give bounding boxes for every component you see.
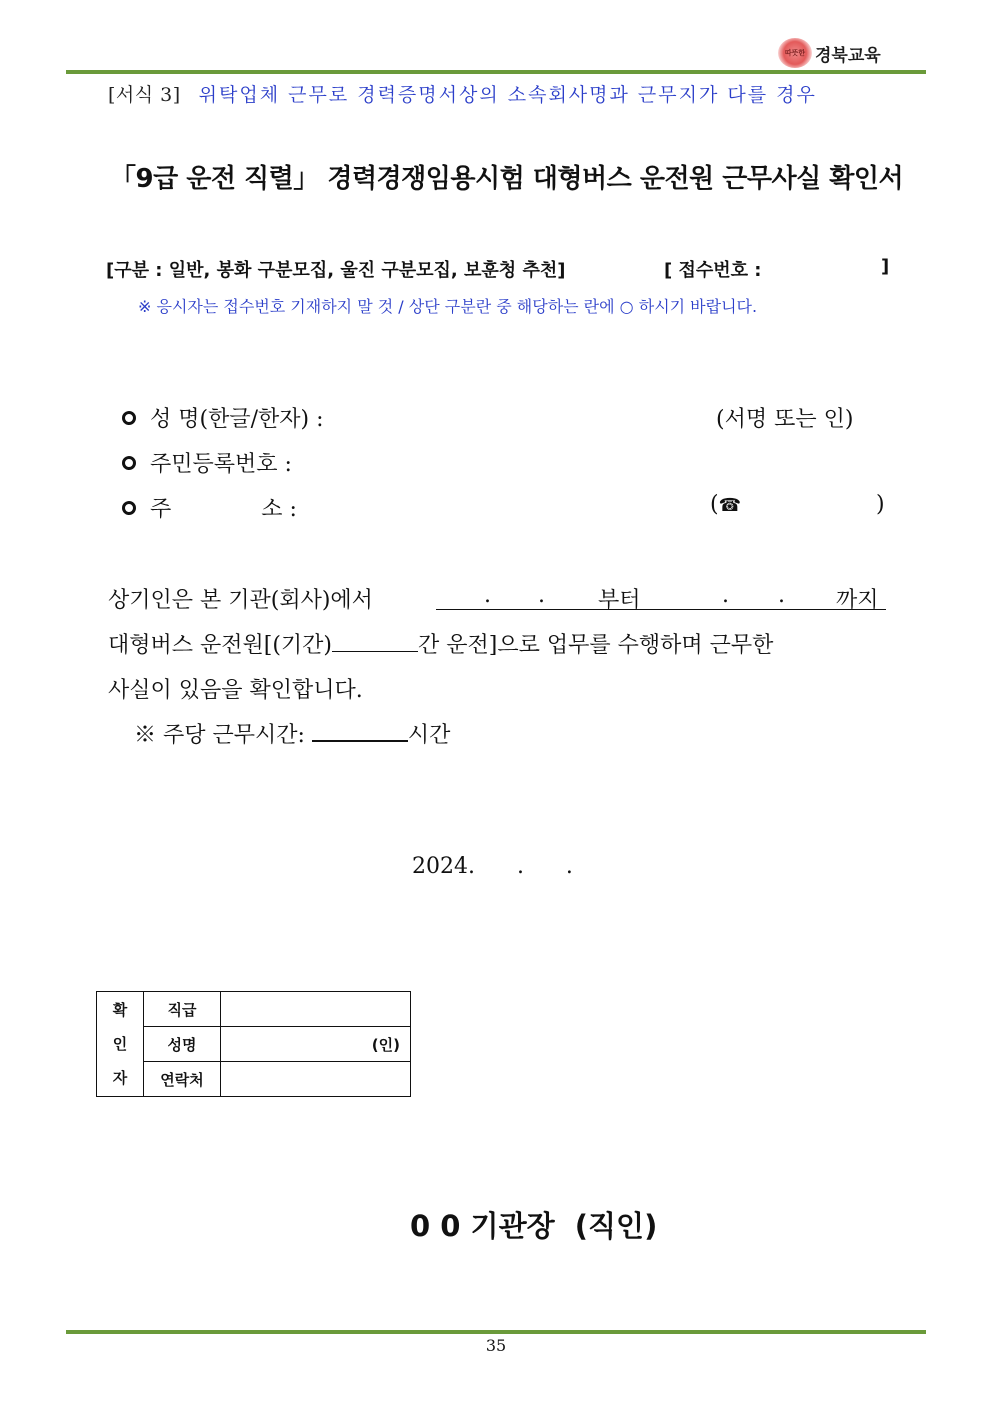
phone-open: ( xyxy=(710,492,719,517)
side-char: 자 xyxy=(112,1069,128,1087)
row-label-rank: 직급 xyxy=(144,992,221,1027)
bullet-icon xyxy=(122,501,136,515)
phone-close: ) xyxy=(876,492,885,517)
table-row xyxy=(97,1027,411,1062)
period-to: 까지 xyxy=(836,588,879,613)
form-number: [서식 3] xyxy=(108,84,181,106)
period-dot-1: . xyxy=(484,583,491,608)
receipt-number-close: ] xyxy=(881,256,890,277)
table-row xyxy=(97,992,411,1027)
logo-seal xyxy=(778,38,812,68)
field-address xyxy=(122,492,297,523)
body-line-3: 사실이 있음을 확인합니다. xyxy=(108,678,363,703)
field-address-label-2: 소 : xyxy=(261,497,297,522)
weekly-hours-blank xyxy=(312,718,408,742)
applicant-notice: ※ 응시자는 접수번호 기재하지 말 것 / 상단 구분란 중 해당하는 란에 ○ 하시기 바랍니다. xyxy=(138,297,758,316)
field-name xyxy=(122,402,324,433)
field-rrn-label: 주민등록번호 : xyxy=(150,452,292,477)
receipt-number-label: [ 접수번호 : xyxy=(664,260,762,281)
page-number: 35 xyxy=(485,1336,507,1355)
period-blank xyxy=(436,583,886,610)
side-char: 확 xyxy=(112,1001,128,1019)
issue-date: 2024. . . xyxy=(412,854,573,879)
field-name-label: 성 명(한글/한자) : xyxy=(150,407,324,432)
row-value-rank xyxy=(221,992,411,1027)
field-address-label-1: 주 xyxy=(150,497,172,522)
body-line1-prefix: 상기인은 본 기관(회사)에서 xyxy=(108,588,373,613)
row-label-name: 성명 xyxy=(144,1027,221,1062)
period-dot-3: . xyxy=(722,583,729,608)
field-rrn xyxy=(122,447,292,478)
phone-icon: ☎ xyxy=(718,495,742,516)
header-logo xyxy=(778,38,881,68)
weekly-hours-suffix: 시간 xyxy=(407,723,451,748)
confirmer-table xyxy=(96,991,411,1097)
name-sign-label: (서명 또는 인) xyxy=(716,407,854,432)
bullet-icon xyxy=(122,411,136,425)
duration-blank xyxy=(332,629,418,652)
table-row xyxy=(97,1062,411,1097)
category-line: [구분 : 일반, 봉화 구분모집, 울진 구분모집, 보훈청 추천] xyxy=(106,260,566,281)
body-line-2 xyxy=(108,628,886,659)
period-dot-4: . xyxy=(778,583,785,608)
form-label xyxy=(108,80,817,107)
side-char: 인 xyxy=(112,1035,128,1053)
document-title: 「9급 운전 직렬」 경력경쟁임용시험 대형버스 운전원 근무사실 확인서 xyxy=(110,164,904,194)
bullet-icon xyxy=(122,456,136,470)
row-label-contact: 연락처 xyxy=(144,1062,221,1097)
form-description: 위탁업체 근무로 경력증명서상의 소속회사명과 근무지가 다를 경우 xyxy=(198,84,817,106)
phone-field xyxy=(710,492,741,517)
agency-head-signature: 0 0 기관장 (직인) xyxy=(410,1209,658,1243)
row-value-contact xyxy=(221,1062,411,1097)
period-from: 부터 xyxy=(598,588,641,613)
logo-text: 경북교육 xyxy=(815,45,881,66)
confirmer-side-label xyxy=(97,992,144,1097)
body-line2-part1: 대형버스 운전원[(기간) xyxy=(108,633,333,658)
weekly-hours-prefix: ※ 주당 근무시간: xyxy=(134,723,305,748)
logo-seal-text: 따뜻한 xyxy=(784,49,806,57)
footer-rule xyxy=(66,1330,926,1334)
row-value-name: (인) xyxy=(221,1027,411,1062)
weekly-hours-line xyxy=(134,718,912,749)
period-dot-2: . xyxy=(538,583,545,608)
header-rule xyxy=(66,70,926,74)
body-line2-part2: 간 운전]으로 업무를 수행하며 근무한 xyxy=(418,633,774,658)
body-line-1 xyxy=(108,583,886,614)
